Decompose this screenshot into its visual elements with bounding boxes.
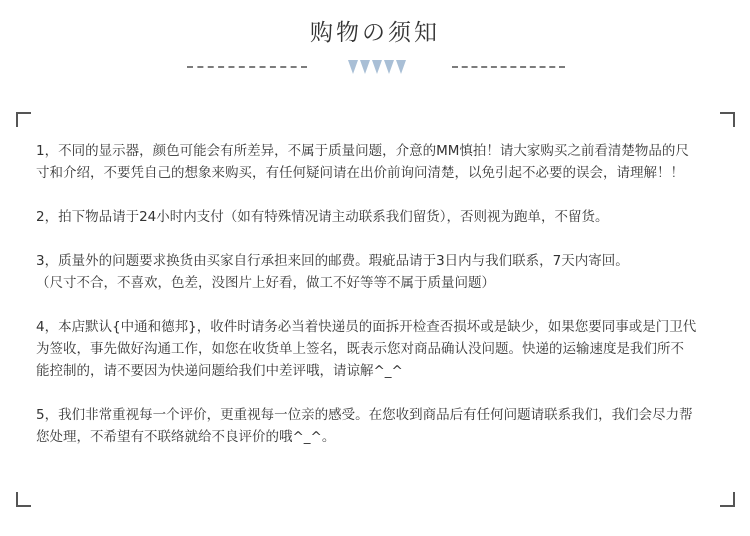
- notice-line: 寸和介绍，不要凭自己的想象来购买，有任何疑问请在出价前询问清楚，以免引起不必要的误会，请理解！！: [36, 165, 684, 181]
- page-title: 购物の须知: [310, 20, 440, 46]
- triangle-icon: [396, 60, 406, 74]
- corner-bracket-top-left: [16, 112, 31, 127]
- triangle-icon: [384, 60, 394, 74]
- triangle-icon: [360, 60, 370, 74]
- notice-line: 5，我们非常重视每一个评价，更重视每一位亲的感受。在您收到商品后有任何问题请联系我们，我们会尽力帮: [36, 407, 693, 423]
- notice-line: 4，本店默认{中通和德邦}，收件时请务必当着快递员的面拆开检查否损坏或是缺少，如果您要同事或是门卫代: [36, 319, 697, 335]
- corner-bracket-bottom-right: [720, 492, 735, 507]
- notice-line: 1，不同的显示器，颜色可能会有所差异，不属于质量问题，介意的MM慎拍！请大家购买之前看清楚物品的尺: [36, 143, 689, 159]
- notice-line: 为签收，事先做好沟通工作，如您在收货单上签名，既表示您对商品确认没问题。快递的运输速度是我们所不: [36, 341, 684, 357]
- notice-line: （尺寸不合，不喜欢，色差，没图片上好看，做工不好等等不属于质量问题）: [36, 275, 495, 291]
- notice-line: 能控制的，请不要因为快递问题给我们中差评哦，请谅解^_^: [36, 363, 403, 379]
- notice-item-1: [36, 140, 716, 184]
- notice-item-2: [36, 206, 716, 228]
- notice-item-4: [36, 316, 716, 382]
- corner-bracket-top-right: [720, 112, 735, 127]
- triangle-icon: [348, 60, 358, 74]
- left-dashed-divider: [187, 66, 307, 68]
- notice-line: 2，拍下物品请于24小时内支付（如有特殊情况请主动联系我们留货），否则视为跑单，不留货。: [36, 209, 609, 225]
- corner-bracket-bottom-left: [16, 492, 31, 507]
- triangle-icon: [372, 60, 382, 74]
- notice-content: [36, 140, 716, 470]
- triangle-ornament: [348, 60, 406, 74]
- notice-item-5: [36, 404, 716, 448]
- notice-item-3: [36, 250, 716, 294]
- notice-line: 3，质量外的问题要求换货由买家自行承担来回的邮费。瑕疵品请于3日内与我们联系，7天内寄回。: [36, 253, 629, 269]
- notice-line: 您处理，不希望有不联络就给不良评价的哦^_^。: [36, 429, 336, 445]
- right-dashed-divider: [452, 66, 565, 68]
